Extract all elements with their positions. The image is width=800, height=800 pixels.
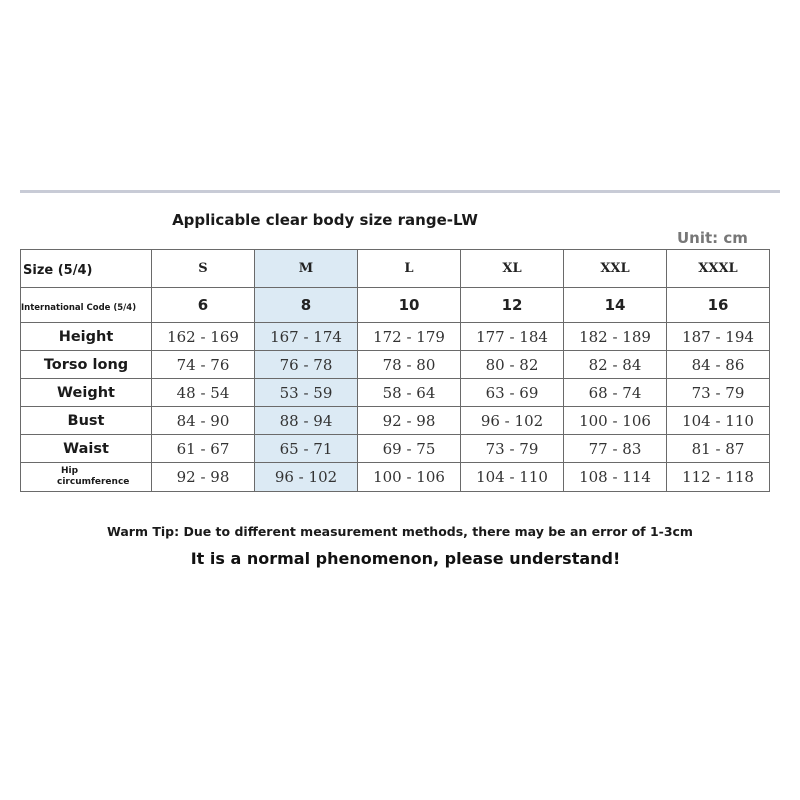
- value-cell: 74 - 76: [152, 351, 255, 379]
- value-cell: 69 - 75: [358, 435, 461, 463]
- top-divider: [20, 190, 780, 193]
- code-cell: 16: [667, 288, 770, 323]
- value-cell: 172 - 179: [358, 323, 461, 351]
- value-cell: 100 - 106: [564, 407, 667, 435]
- table-row: [21, 463, 770, 492]
- row-label: Height: [58, 328, 114, 345]
- size-table: [20, 249, 770, 492]
- value-cell: 182 - 189: [564, 323, 667, 351]
- row-label: Bust: [67, 412, 105, 429]
- value-cell: 82 - 84: [564, 351, 667, 379]
- value-cell: 112 - 118: [667, 463, 770, 492]
- size-header-row: [21, 250, 770, 288]
- value-cell: 167 - 174: [255, 323, 358, 351]
- value-cell: 100 - 106: [358, 463, 461, 492]
- size-cell: S: [152, 250, 255, 288]
- value-cell: 78 - 80: [358, 351, 461, 379]
- value-cell: 65 - 71: [255, 435, 358, 463]
- note-text: It is a normal phenomenon, please understand!: [190, 549, 621, 568]
- code-label-cell: [21, 288, 152, 323]
- value-cell: 63 - 69: [461, 379, 564, 407]
- row-label: Waist: [63, 440, 109, 457]
- value-cell: 53 - 59: [255, 379, 358, 407]
- value-cell: 187 - 194: [667, 323, 770, 351]
- row-label-cell: [21, 463, 152, 492]
- value-cell: 104 - 110: [667, 407, 770, 435]
- value-cell: 162 - 169: [152, 323, 255, 351]
- value-cell: 77 - 83: [564, 435, 667, 463]
- value-cell: 76 - 78: [255, 351, 358, 379]
- hip-label-line: Hip: [61, 466, 79, 476]
- code-cell: 6: [152, 288, 255, 323]
- table-row: [21, 379, 770, 407]
- row-label-cell: [21, 323, 152, 351]
- size-cell: XXL: [564, 250, 667, 288]
- code-cell: 12: [461, 288, 564, 323]
- table-row: [21, 407, 770, 435]
- size-cell: L: [358, 250, 461, 288]
- value-cell: 73 - 79: [667, 379, 770, 407]
- hip-label-line: circumference: [57, 477, 130, 487]
- row-label-cell: [21, 379, 152, 407]
- row-label: Torso long: [43, 356, 129, 373]
- chart-title: Applicable clear body size range-LW: [172, 211, 478, 229]
- unit-label: Unit: cm: [677, 229, 748, 247]
- table-row: [21, 351, 770, 379]
- value-cell: 80 - 82: [461, 351, 564, 379]
- value-cell: 96 - 102: [255, 463, 358, 492]
- table-row: [21, 323, 770, 351]
- size-cell: XXXL: [667, 250, 770, 288]
- size-label: Size (5/4): [23, 262, 93, 278]
- warm-tip-text: Warm Tip: Due to different measurement methods, there may be an error of 1-3cm: [107, 524, 693, 539]
- size-cell: M: [255, 250, 358, 288]
- value-cell: 88 - 94: [255, 407, 358, 435]
- value-cell: 177 - 184: [461, 323, 564, 351]
- value-cell: 92 - 98: [358, 407, 461, 435]
- value-cell: 81 - 87: [667, 435, 770, 463]
- size-cell: XL: [461, 250, 564, 288]
- value-cell: 96 - 102: [461, 407, 564, 435]
- size-label-cell: [21, 250, 152, 288]
- value-cell: 68 - 74: [564, 379, 667, 407]
- value-cell: 104 - 110: [461, 463, 564, 492]
- value-cell: 84 - 86: [667, 351, 770, 379]
- table-row: [21, 435, 770, 463]
- value-cell: 48 - 54: [152, 379, 255, 407]
- code-row: [21, 288, 770, 323]
- code-cell: 10: [358, 288, 461, 323]
- value-cell: 108 - 114: [564, 463, 667, 492]
- row-label-cell: [21, 351, 152, 379]
- value-cell: 92 - 98: [152, 463, 255, 492]
- value-cell: 73 - 79: [461, 435, 564, 463]
- row-label-cell: [21, 435, 152, 463]
- value-cell: 58 - 64: [358, 379, 461, 407]
- value-cell: 84 - 90: [152, 407, 255, 435]
- code-label: International Code (5/4): [21, 303, 137, 313]
- row-label-cell: [21, 407, 152, 435]
- value-cell: 61 - 67: [152, 435, 255, 463]
- row-label: [21, 466, 151, 488]
- code-cell: 14: [564, 288, 667, 323]
- row-label: Weight: [57, 384, 115, 401]
- code-cell: 8: [255, 288, 358, 323]
